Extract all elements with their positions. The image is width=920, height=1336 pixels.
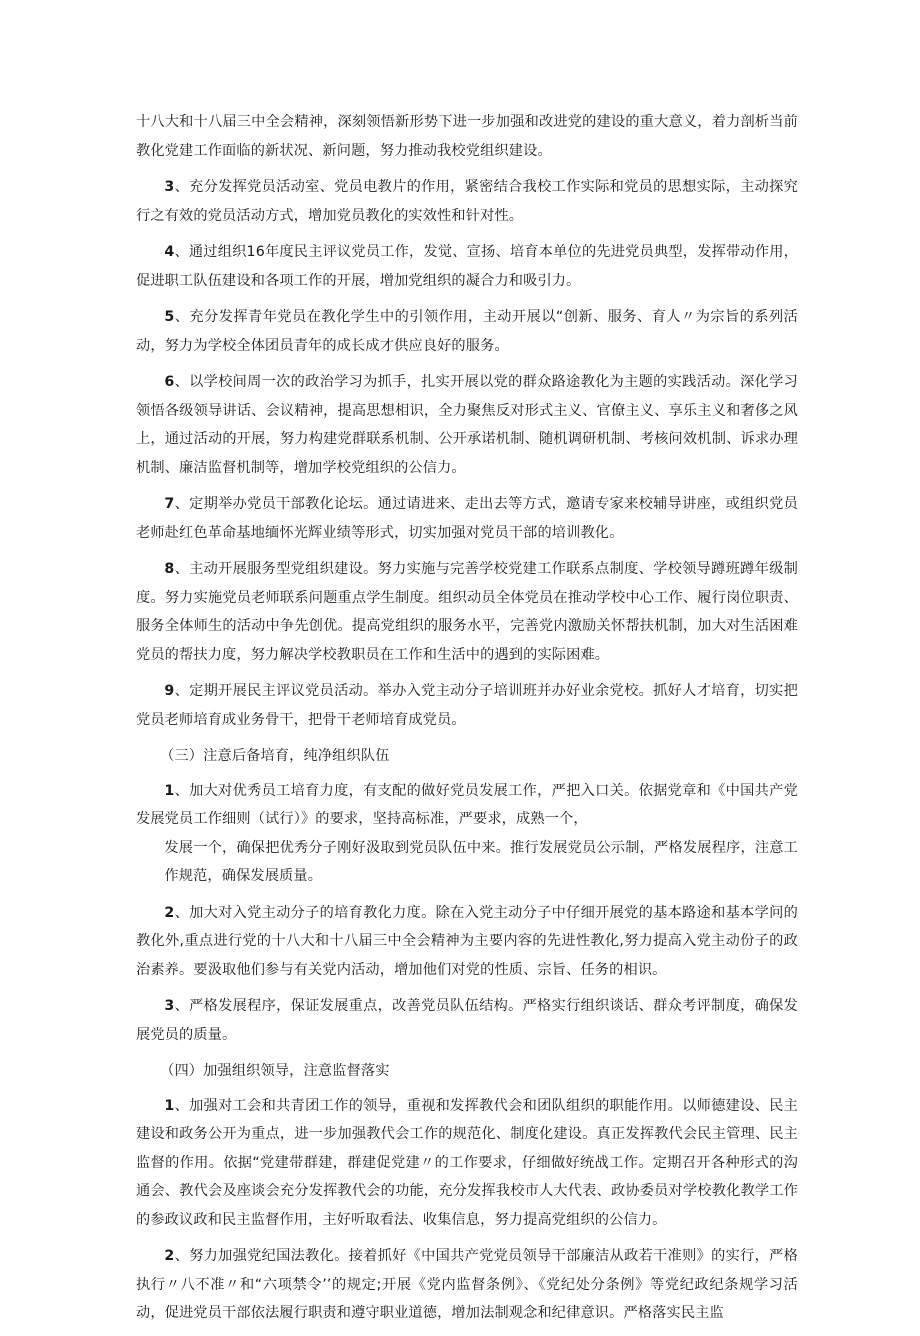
paragraph-text: 十八大和十八届三中全会精神，深刻领悟新形势下进一步加强和改进党的建设的重大意义，着力剖析当前教化党建工作面临的新状况、新问题，努力推动我校党组织建设。	[136, 114, 798, 159]
paragraph-number: 4	[164, 244, 175, 260]
paragraph-text: 、严格发展程序，保证发展重点，改善党员队伍结构。严格实行组织谈话、群众考评制度，确保发展党员的质量。	[136, 998, 798, 1043]
paragraph-text: 发展一个，确保把优秀分子刚好汲取到党员队伍中来。推行发展党员公示制，严格发展程序，注意工作规范，确保发展质量。	[164, 839, 798, 884]
section-heading-4	[136, 1057, 798, 1086]
paragraph-number: 5	[164, 309, 175, 325]
paragraph-text: 、加大对入党主动分子的培育教化力度。除在入党主动分子中仔细开展党的基本路途和基本学问的教化外,重点进行党的十八大和十八届三中全会精神为主要内容的先进性教化,努力提高入党主动份子的政治素养。要汲取他们参与有关党内活动，增加他们对党的性质、宗旨、任务的相识。	[136, 904, 798, 978]
paragraph-3	[136, 303, 798, 360]
paragraph-text: 、努力加强党纪国法教化。接着抓好《中国共产党党员领导干部廉洁从政若干准则》的实行，严格执行〃八不准〃和“六项禁令’’的规定;开展《党内监督条例》、《党纪处分条例》等党纪政纪条规学习活动，促进党员干部依法履行职责和遵守职业道德，增加法制观念和纪律意识。严格落实民主监	[136, 1248, 798, 1321]
paragraph-number: 2	[164, 904, 175, 921]
section-heading-text: （四）加强组织领导，注意监督落实	[160, 1063, 390, 1079]
paragraph-number: 3	[164, 179, 175, 195]
paragraph-number: 1	[164, 782, 175, 799]
document-page	[136, 108, 798, 1336]
paragraph-text: 、通过组织16年度民主评议党员工作，发觉、宣扬、培育本单位的先进党员典型，发挥带动作用，促进职工队伍建设和各项工作的开展，增加党组织的凝合力和吸引力。	[136, 244, 798, 289]
paragraph-text: 、充分发挥党员活动室、党员电教片的作用，紧密结合我校工作实际和党员的思想实际，主动探究行之有效的党员活动方式，增加党员教化的实效性和针对性。	[136, 179, 798, 224]
paragraph-4	[136, 368, 798, 482]
paragraph-text: 、加大对优秀员工培育力度，有支配的做好党员发展工作，严把入口关。依据党章和《中国共产党发展党员工作细则（试行）》的要求，坚持高标准，严要求，成熟一个，	[136, 782, 798, 827]
paragraph-text: 、主动开展服务型党组织建设。努力实施与完善学校党建工作联系点制度、学校领导蹲班蹲年级制度。努力实施党员老师联系问题重点学生制度。组织动员全体党员在推动学校中心工作、履行岗位职责、服务全体师生的活动中争先创优。提高党组织的服务水平，完善党内激励关怀帮扶机制，加大对生活困难党员的帮扶力度，努力解决学校教职员在工作和生活中的遇到的实际困难。	[136, 561, 798, 663]
paragraph-0	[136, 108, 798, 165]
paragraph-6	[136, 555, 798, 669]
paragraph-number: 9	[164, 683, 175, 699]
paragraph-1	[136, 173, 798, 230]
paragraph-14	[136, 1092, 798, 1235]
paragraph-11	[136, 899, 798, 985]
paragraph-7	[136, 677, 798, 734]
paragraph-5	[136, 490, 798, 547]
paragraph-number: 8	[164, 561, 175, 577]
paragraph-12	[136, 992, 798, 1049]
paragraph-15	[136, 1242, 798, 1328]
paragraph-text: 、充分发挥青年党员在教化学生中的引领作用，主动开展以“创新、服务、育人〃为宗旨的系列活动，努力为学校全体团员青年的成长成才供应良好的服务。	[136, 309, 798, 354]
paragraph-10	[136, 834, 798, 891]
paragraph-number: 3	[164, 998, 175, 1014]
paragraph-number: 1	[164, 1097, 175, 1114]
paragraph-text: 、定期开展民主评议党员活动。举办入党主动分子培训班并办好业余党校。抓好人才培育，切实把党员老师培育成业务骨干，把骨干老师培育成党员。	[136, 683, 798, 728]
section-heading-text: （三）注意后备培育，纯净组织队伍	[160, 748, 390, 764]
paragraph-text: 、以学校间周一次的政治学习为抓手，扎实开展以党的群众路途教化为主题的实践活动。深化学习领悟各级领导讲话、会议精神，提高思想相识，全力聚焦反对形式主义、官僚主义、享乐主义和奢侈之风上，通过活动的开展，努力构建党群联系机制、公开承诺机制、随机调研机制、考核问效机制、诉求办理机制、廉洁监督机制等，增加学校党组织的公信力。	[136, 374, 798, 476]
section-heading-3	[136, 742, 798, 771]
paragraph-number: 2	[164, 1248, 175, 1264]
paragraph-text: 、加强对工会和共青团工作的领导，重视和发挥教代会和团队组织的职能作用。以师德建设、民主建设和政务公开为重点，进一步加强教代会工作的规范化、制度化建设。真正发挥教代会民主管理、民主监督的作用。依据“党建带群建，群建促党建〃的工作要求，仔细做好统战工作。定期召开各种形式的沟通会、教代会及座谈会充分发挥教代会的功能，充分发挥我校市人大代表、政协委员对学校教化教学工作的参政议政和民主监督作用，主好听取看法、收集信息，努力提高党组织的公信力。	[136, 1097, 798, 1228]
paragraph-number: 7	[164, 496, 175, 512]
paragraph-2	[136, 238, 798, 295]
paragraph-number: 6	[164, 374, 175, 390]
paragraph-9	[136, 777, 798, 834]
paragraph-text: 、定期举办党员干部教化论坛。通过请进来、走出去等方式，邀请专家来校辅导讲座，或组织党员老师赴红色革命基地缅怀光辉业绩等形式，切实加强对党员干部的培训教化。	[136, 496, 798, 541]
